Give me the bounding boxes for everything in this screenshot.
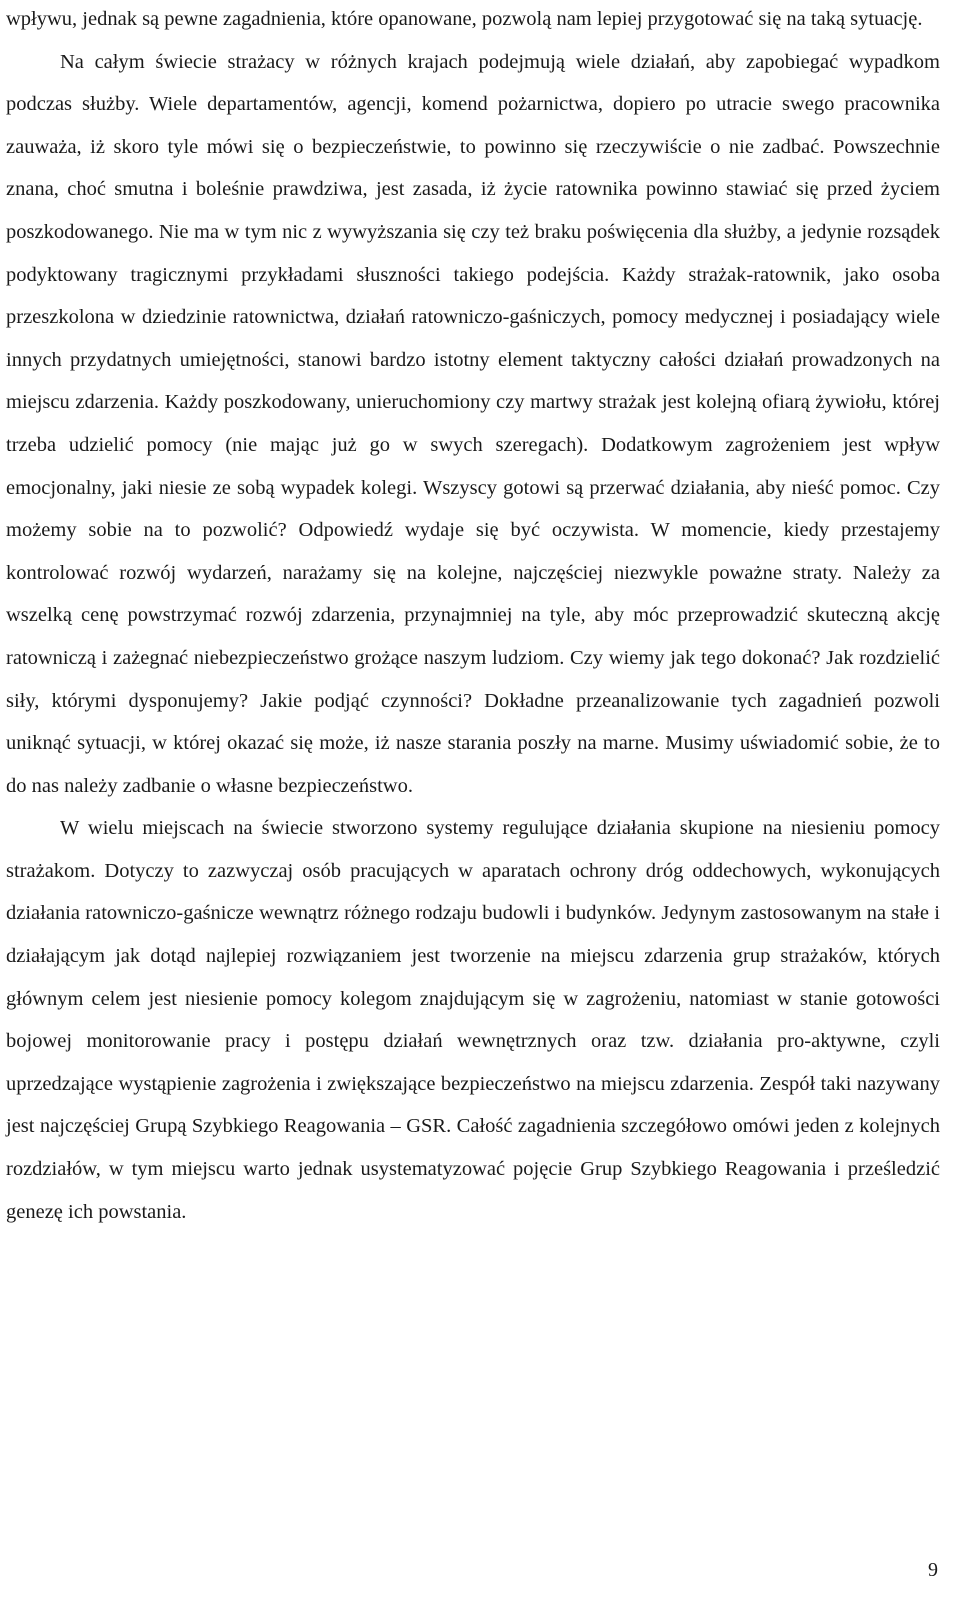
paragraph-rapid-response-groups: W wielu miejscach na świecie stworzono systemy regulujące działania skupione na niesieniu pomocy strażakom. Dotyczy to zazwyczaj osób pracujących w aparatach ochrony dróg oddechowych, wykonujących działania ratowniczo-gaśnicze wewnątrz różnego rodzaju budowli i budynków. Jedynym zastosowanym na stałe i działającym jak dotąd najlepiej rozwiązaniem jest tworzenie na miejscu zdarzenia grup strażaków, których głównym celem jest niesienie pomocy kolegom znajdującym się w zagrożeniu, natomiast w stanie gotowości bojowej monitorowanie pracy i postępu działań wewnętrznych oraz tzw. działania pro-aktywne, czyli uprzedzające wystąpienie zagrożenia i zwiększające bezpieczeństwo na miejscu zdarzenia. Zespół taki nazywany jest najczęściej Grupą Szybkiego Reagowania – GSR. Całość zagadnienia szczegółowo omówi jeden z kolejnych rozdziałów, w tym miejscu warto jednak usystematyzować pojęcie Grup Szybkiego Reagowania i prześledzić genezę ich powstania. — [6, 817, 940, 1223]
page-number: 9 — [928, 1559, 938, 1581]
paragraph-firefighter-safety: Na całym świecie strażacy w różnych krajach podejmują wiele działań, aby zapobiegać wypadkom podczas służby. Wiele departamentów, agencji, komend pożarnictwa, dopiero po utracie swego pracownika zauważa, iż skoro tyle mówi się o bezpieczeństwie, to powinno się rzeczywiście o nie zadbać. Powszechnie znana, choć smutna i boleśnie prawdziwa, jest zasada, iż życie ratownika powinno stawiać się przed życiem poszkodowanego. Nie ma w tym nic z wywyższania się czy też braku poświęcenia dla służby, a jedynie rozsądek podyktowany tragicznymi przykładami słuszności takiego podejścia. Każdy strażak-ratownik, jako osoba przeszkolona w dziedzinie ratownictwa, działań ratowniczo-gaśniczych, pomocy medycznej i posiadający wiele innych przydatnych umiejętności, stanowi bardzo istotny element taktyczny całości działań prowadzonych na miejscu zdarzenia. Każdy poszkodowany, unieruchomiony czy martwy strażak jest kolejną ofiarą żywiołu, której trzeba udzielić pomocy (nie mając już go w swych szeregach). Dodatkowym zagrożeniem jest wpływ emocjonalny, jaki niesie ze sobą wypadek kolegi. Wszyscy gotowi są przerwać działania, aby nieść pomoc. Czy możemy sobie na to pozwolić? Odpowiedź wydaje się być oczywista. W momencie, kiedy przestajemy kontrolować rozwój wydarzeń, narażamy się na kolejne, najczęściej niezwykle poważne straty. Należy za wszelką cenę powstrzymać rozwój zdarzenia, przynajmniej na tyle, aby móc przeprowadzić skuteczną akcję ratowniczą i zażegnać niebezpieczeństwo grożące naszym ludziom. Czy wiemy jak tego dokonać? Jak rozdzielić siły, którymi dysponujemy? Jakie podjąć czynności? Dokładne przeanalizowanie tych zagadnień pozwoli uniknąć sytuacji, w której okazać się może, iż nasze starania poszły na marne. Musimy uświadomić sobie, że to do nas należy zadbanie o własne bezpieczeństwo. — [6, 50, 940, 797]
document-page — [6, 0, 940, 1233]
paragraph-continuation: wpływu, jednak są pewne zagadnienia, które opanowane, pozwolą nam lepiej przygotować się na taką sytuację. — [6, 8, 923, 30]
